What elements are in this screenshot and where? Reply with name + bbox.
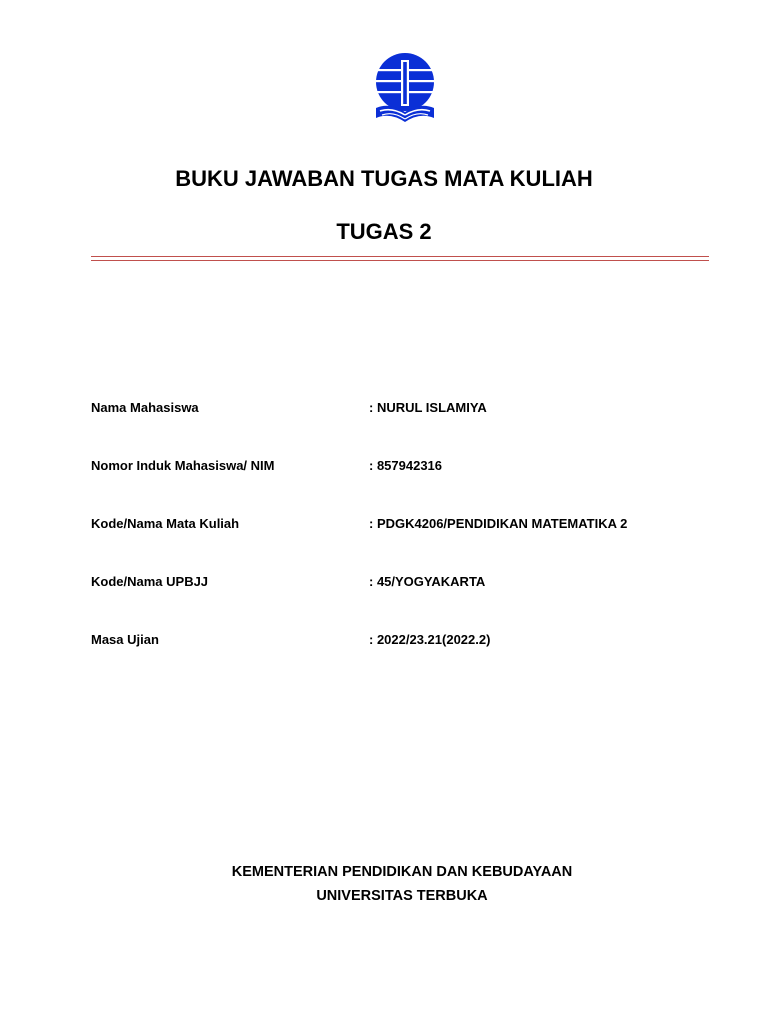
field-value-nim: : 857942316 <box>369 458 443 473</box>
field-label-upbjj: Kode/Nama UPBJJ <box>91 574 209 589</box>
universitas-terbuka-logo-icon <box>370 50 440 126</box>
field-value-mata-kuliah: : PDGK4206/PENDIDIKAN MATEMATIKA 2 <box>369 516 628 531</box>
field-label-masa-ujian: Masa Ujian <box>91 632 159 647</box>
field-label-mata-kuliah: Kode/Nama Mata Kuliah <box>91 516 240 531</box>
field-label-nim: Nomor Induk Mahasiswa/ NIM <box>91 458 275 473</box>
field-value-upbjj: : 45/YOGYAKARTA <box>369 574 486 589</box>
field-label-nama: Nama Mahasiswa <box>91 400 199 415</box>
document-title: BUKU JAWABAN TUGAS MATA KULIAH <box>175 166 593 191</box>
field-value-masa-ujian: : 2022/23.21(2022.2) <box>369 632 491 647</box>
footer-university: UNIVERSITAS TERBUKA <box>316 888 488 904</box>
footer-ministry: KEMENTERIAN PENDIDIKAN DAN KEBUDAYAAN <box>231 864 573 880</box>
document-subtitle: TUGAS 2 <box>336 219 432 244</box>
divider-line-bottom <box>91 260 709 261</box>
divider-line-top <box>91 256 709 257</box>
field-value-nama: : NURUL ISLAMIYA <box>369 400 487 415</box>
